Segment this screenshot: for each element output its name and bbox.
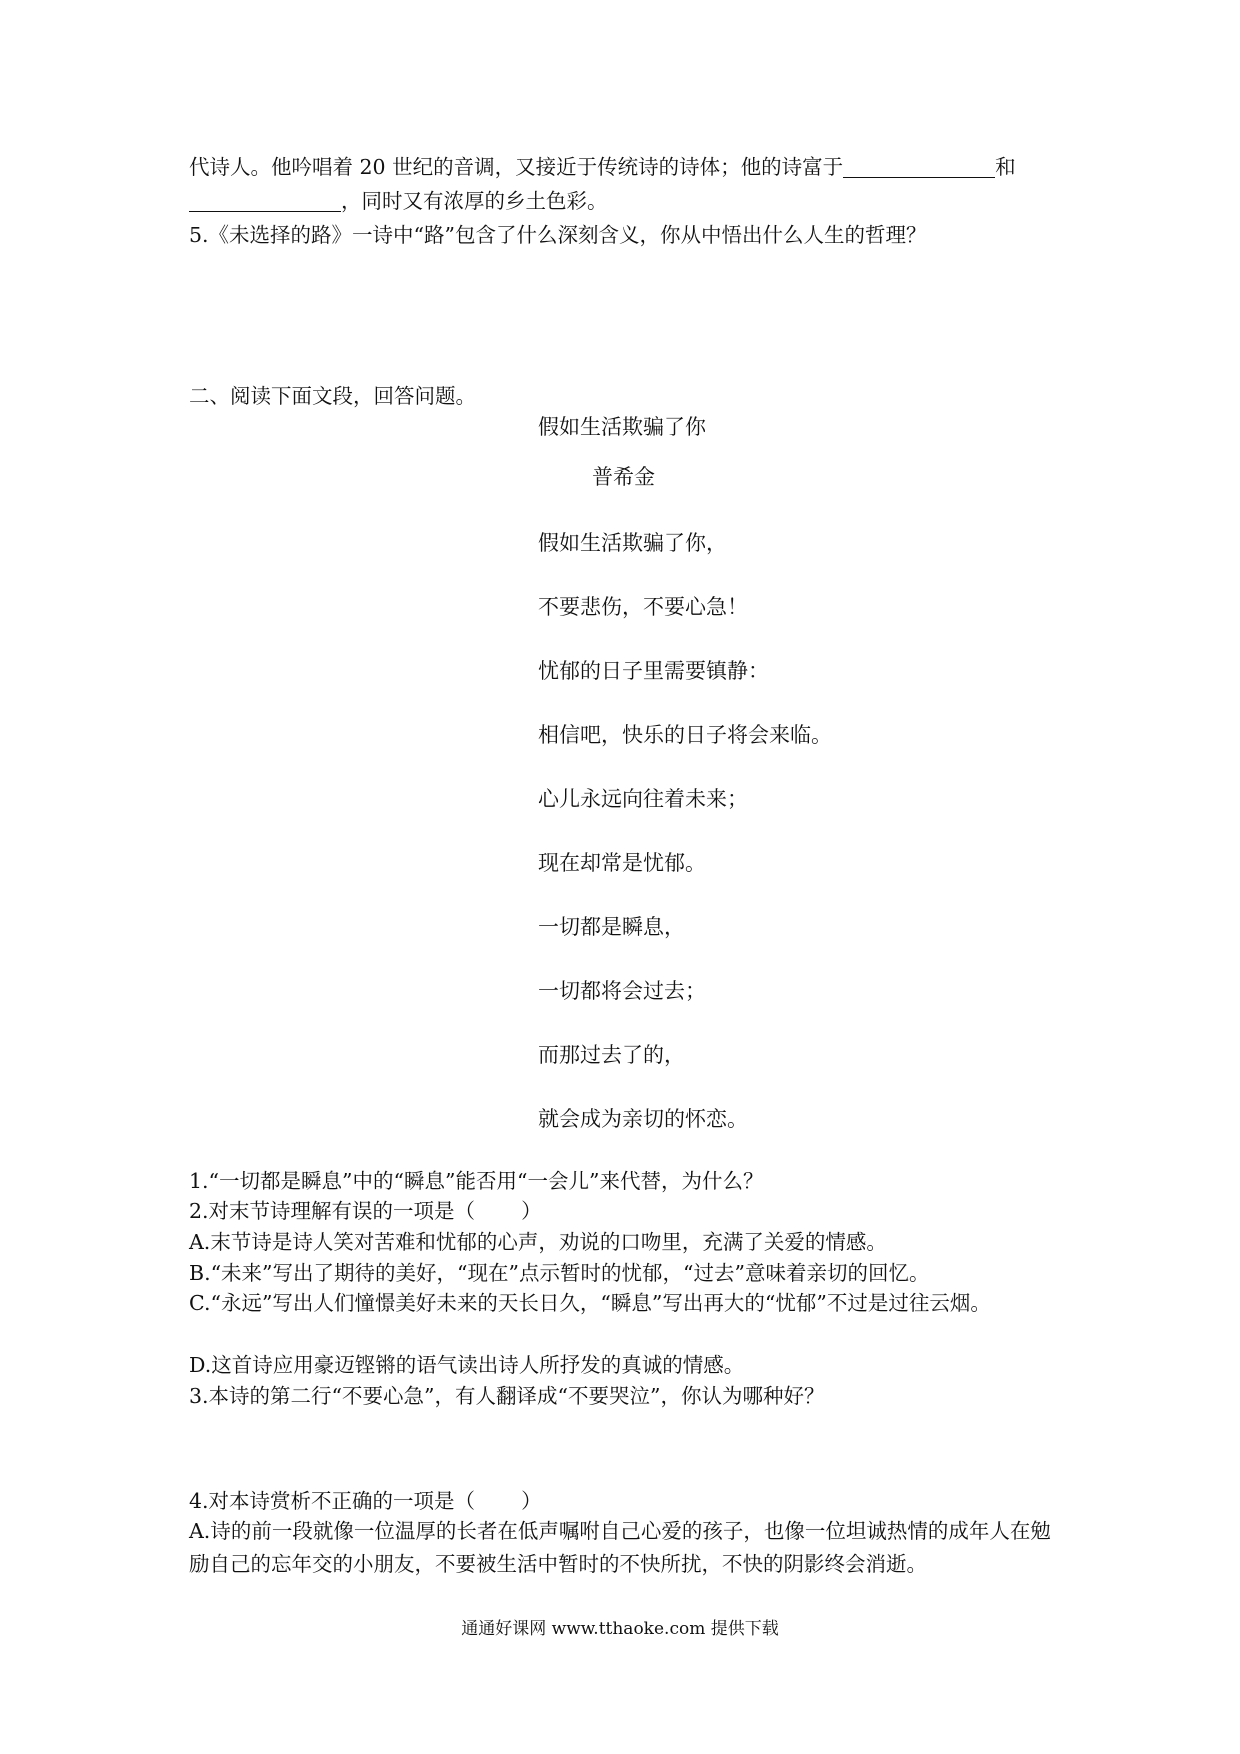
line2-text: ，同时又有浓厚的乡土色彩。 [341, 189, 608, 213]
q2-stem-text: 2.对末节诗理解有误的一项是（ [189, 1199, 476, 1223]
poem-line: 而那过去了的， [538, 1043, 685, 1067]
question-3: 3.本诗的第二行“不要心急”，有人翻译成“不要哭泣”，你认为哪种好？ [189, 1384, 825, 1408]
poem-line: 一切都是瞬息， [538, 915, 685, 939]
poem-line: 相信吧，快乐的日子将会来临。 [538, 723, 832, 747]
q4-stem-close: ） [521, 1489, 542, 1513]
poem-line: 不要悲伤，不要心急！ [538, 595, 748, 619]
poem-author: 普希金 [592, 465, 655, 489]
q2-option-c: C.“永远”写出人们憧憬美好未来的天长日久，“瞬息”写出再大的“忧郁”不过是过往云烟。 [189, 1291, 991, 1315]
question-5: 5.《未选择的路》一诗中“路”包含了什么深刻含义，你从中悟出什么人生的哲理？ [189, 223, 927, 247]
poem-line: 一切都将会过去； [538, 979, 706, 1003]
poem-line: 心儿永远向往着未来； [538, 787, 748, 811]
question-4-stem [189, 1486, 542, 1516]
q4-stem-text: 4.对本诗赏析不正确的一项是（ [189, 1489, 476, 1513]
q2-option-b: B.“未来”写出了期待的美好，“现在”点示暂时的忧郁，“过去”意味着亲切的回忆。 [189, 1261, 930, 1285]
poem-line: 现在却常是忧郁。 [538, 851, 706, 875]
section-2-heading: 二、阅读下面文段，回答问题。 [189, 384, 476, 408]
answer-blank-1 [843, 155, 995, 178]
fill-blank-line-2 [189, 186, 608, 216]
question-2-stem [189, 1196, 542, 1226]
q4-option-a: A.诗的前一段就像一位温厚的长者在低声嘱咐自己心爱的孩子，也像一位坦诚热情的成年人在勉励自己的忘年交的小朋友，不要被生活中暂时的不快所扰，不快的阴影终会消逝。 [189, 1519, 1051, 1576]
page-footer: 通通好课网 www.tthaoke.com 提供下载 [461, 1619, 779, 1639]
poem-line: 假如生活欺骗了你， [538, 531, 727, 555]
fill-blank-line-1 [189, 152, 1016, 182]
q2-option-a: A.末节诗是诗人笑对苦难和忧郁的心声，劝说的口吻里，充满了关爱的情感。 [189, 1230, 887, 1254]
question-1: 1.“一切都是瞬息”中的“瞬息”能否用“一会儿”来代替，为什么？ [189, 1169, 764, 1193]
q2-stem-close: ） [521, 1199, 542, 1223]
line1-tail: 和 [995, 155, 1016, 179]
line1-text: 代诗人。他吟唱着 20 世纪的音调，又接近于传统诗的诗体；他的诗富于 [189, 155, 844, 179]
poem-line: 就会成为亲切的怀恋。 [538, 1107, 748, 1131]
poem-line: 忧郁的日子里需要镇静： [538, 659, 769, 683]
q2-option-d: D.这首诗应用豪迈铿锵的语气读出诗人所抒发的真诚的情感。 [189, 1353, 745, 1377]
poem-title: 假如生活欺骗了你 [538, 415, 706, 439]
answer-blank-2 [189, 189, 341, 212]
